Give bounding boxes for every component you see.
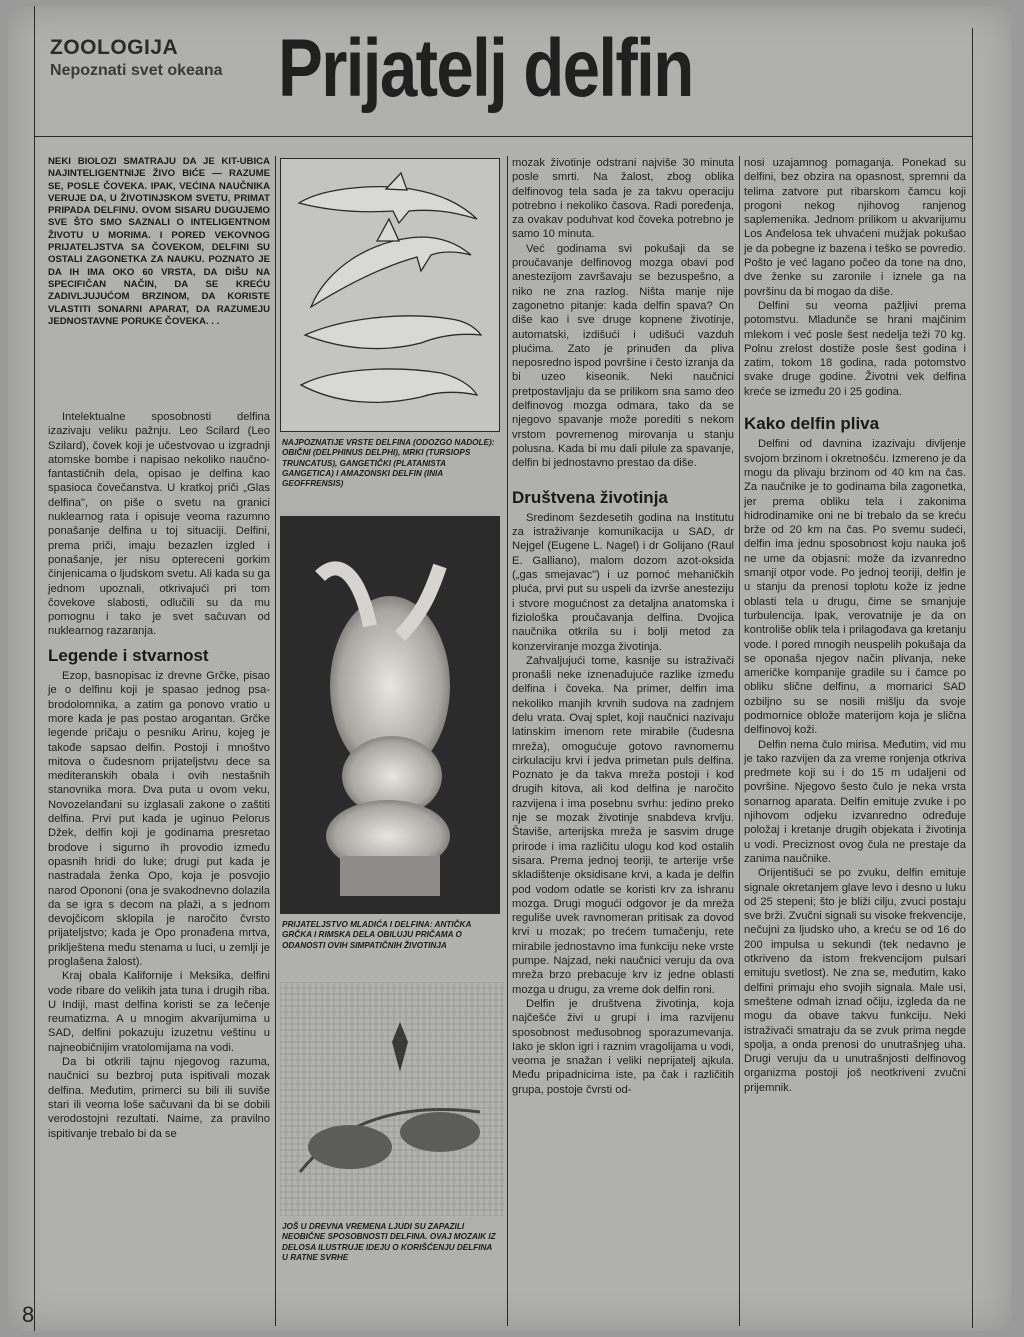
- delos-mosaic-photo: [280, 982, 504, 1216]
- paragraph: mozak životinje odstrani najviše 30 minuta posle smrti. Na žalost, zbog oblika delfinovog tela sada je za takvu operaciju potrebno i nekoliko časova. Radi poređenja, za ovakav poduhvat kod čoveka potrebno je samo 10 minuta.: [512, 157, 734, 241]
- subheading: Legende i stvarnost: [48, 645, 209, 665]
- paragraph: Da bi otkrili tajnu njegovog razuma, naučnici su bezbroj puta ispitivali mozak delfina. Međutim, primerci su bili ili suviše stari ili veoma loše sačuvani da bi se dobili verodostojni rezultati. Naime, za pravilno ispitivanje trebalo bi da se: [48, 1056, 270, 1140]
- section-subtitle: Nepoznati svet okeana: [50, 62, 223, 79]
- boy-and-dolphin-statue: [280, 516, 500, 914]
- paragraph: Delfini od davnina izazivaju divljenje svojom brzinom i okretnošću. Izmereno je da mogu da plivaju brzinom od 40 km na čas. Za naučnike je to godinama bila zagonetka, jer prema obliku tela i zakonima hidrodinamike oni ne bi trebalo da se kreću brže od 20 km na čas. Po svemu sudeći, delfin ima jednu sposobnost koju nauka još ne ume da objasni: može da izvanredno smanji otpor vode. Po jednoj teoriji, delfin je u stanju da prenosi toplotu kože iz jedne oblasti tela u drugu, čime se smanjuje turbulencija. Ipak, verovatnije je da on kontroliše oblik tela i prilagođava ga kretanju vode. I pored mnogih neuspelih pokušaja da se oponaša njegov način plivanja, neke američke kompanije gradile su i čamce po obliku slične delfinu, a mornarici SAD ozbiljno su se nosili mišlju da svoje podmornice oblože materijom koja je slična delfinovoj koži.: [744, 438, 966, 737]
- article-lead: NEKI BIOLOZI SMATRAJU DA JE KIT-UBICA NAJINTELIGENTNIJE ŽIVO BIĆE — RAZUME SE, POSLE ČOVEKA. IPAK, VEĆINA NAUČNIKA VERUJE DA, U ŽIVOTINJSKOM SVETU, PRIMAT PRIPADA DELFINU. OVOM SISARU DUGUJEMO SVE ŠTO SMO SAZNALI O INTELIGENTNOM ŽIVOTU U MORIMA. I PORED VEKOVNOG PRIJATELJSTVA SA ČOVEKOM, DELFINI SU OSTALI ZAGONETKA ZA NAUKU. POZNATO JE DA IH IMA OKO 60 VRSTA, DA DIŠU NA SPECIFIČAN NAČIN, DA SE KREĆU ZADIVLJUJUĆOM BRZINOM, DA KORISTE VLASTITI SONARNI APARAT, DA RAZUMEJU JEDNOSTAVNE PORUKE ČOVEKA. . .: [48, 156, 270, 327]
- column-1: [48, 410, 270, 1141]
- common-dolphin: [299, 187, 477, 223]
- margin-rule: [972, 28, 973, 1328]
- article-title: Prijatelj delfin: [278, 23, 693, 114]
- header-rule: [34, 136, 972, 137]
- amazon-dolphin: [301, 369, 477, 402]
- caption-species: NAJPOZNATIJE VRSTE DELFINA (ODOZGO NADOLE): OBIČNI (DELPHINUS DELPHI), MRKI (TURSIOPS TRUNCATUS), GANGETIČKI (PLATANISTA GANGETICA) I AMAZONSKI DELFIN (INIA GEOFFRENSIS): [282, 438, 495, 489]
- caption-statue: PRIJATELJSTVO MLADIĆA I DELFINA: ANTIČKA GRČKA I RIMSKA DELA OBILUJU PRIČAMA O ODANOSTI OVIH SIMPATIČNIH ŽIVOTINJA: [282, 920, 472, 950]
- statue-photo: [280, 516, 500, 914]
- paragraph: nosi uzajamnog pomaganja. Ponekad su delfini, bez obzira na opasnost, spremni da telima zatvore put ribarskom čamcu koji progoni nekog njihovog ranjenog saplemenika. Jednom prilikom u akvarijumu Los Anđelosa tek uhvaćeni mužjak pokušao je da pobegne iz bazena i teško se povredio. Pošto je već lagano počeo da tone na dno, dve ženke su zaronile i iznele ga na površinu da bi mogao da diše.: [744, 157, 966, 298]
- paragraph: Već godinama svi pokušaji da se proučavanje delfinovog mozga obavi pod anestezijom završavaju se bezuspešno, a niko ne zna razlog. Ništa manje nije zagonetno pitanje: kada delfin spava? On diše kao i sve druge kopnene životinje, automatski, izdišući i udišući vazduh plućima. Zato je prinuđen da pliva neposredno ispod površine i često izranja da bi uzeo kiseonik. Neki naučnici pretpostavljaju da se prilikom sna samo deo delfinovog mozga odmara, tako da se njegovo spavanje može porediti s nekom vrstom povremenog mirovanja u stanju polusna. Kada bi mu dali pilule za spavanje, delfin bi jednostavno prestao da diše.: [512, 242, 734, 470]
- column-rule: [507, 156, 508, 1326]
- paragraph: Orijentišući se po zvuku, delfin emituje signale okretanjem glave levo i desno u luku od 25 stepeni; što je bliži cilju, zvuci postaju sve brži. Zvučni signali su visoke frekvencije, nečujni za ljudsko uho, a kreću se od 16 do 200 impulsa u sekundi (tek nedavno je otkriveno da istom frekvencijom pulsari emituju svetlost). Ne zna se, međutim, kako delfini primaju eho svojih signala. Male usi, smeštene odmah iznad očiju, izgleda da ne mogu da obave takvu funkciju. Neki istraživači smatraju da se zvuk prima negde spolja, a onda prenosi do unutrašnjeg uha. Drugi veruju da u unutrašnjosti delfinovog organizma postoji još neotkriveni zvučni prijemnik.: [744, 867, 966, 1094]
- dolphin-species-illustration: [280, 158, 500, 432]
- mosaic-dolphin-left: [308, 1125, 392, 1169]
- paragraph: Kraj obala Kalifornije i Meksika, delfini vode ribare do velikih jata tuna i drugih riba. U Indiji, mast delfina koristi se za lečenje reumatizma. A u mnogim akvarijumima u SAD, delfini pokazuju izuzetnu veštinu u najneobičnijim vratolomijama na vodi.: [48, 970, 270, 1054]
- paragraph: Zahvaljujući tome, kasnije su istraživači pronašli neke iznenađujuće razlike između delfina i čoveka. Na primer, delfin ima nekoliko manjih krvnih sudova na zadnjem delu vrata. Ovaj splet, koji naučnici nazivaju latinskim imenom rete mirabile (čudesna mreža), omogućuje gotovo ravnomernu cirkulaciju krvi i jedva primetan puls delfina. Poznato je da takva mreža postoji i kod drugih kitova, ali kod delfina je naročito razvijena i ima posebnu svrhu: jedino preko nje se mozak životinje snabdeva krvlju. Štaviše, arterijska mreža je sasvim druge prirode i ima različitu ulogu kod kod ostalih sisara. Prema jednoj teoriji, te arterije vrše skladištenje oksidisane krvi, a kada je delfin pod vodom odatle se koristi krv za ishranu mozga. Drugi mogući odgovor je da mreža reguliše uvek ravnomeran pritisak za dovod krvi u mozak; po trećem tumačenju, rete mirabile jednostavno ima funkciju neke vrste pumpe. Najzad, neki naučnici veruju da ova mreža brzo prebacuje krv iz jedne oblasti mozga u drugu, za vreme dok delfin roni.: [512, 654, 734, 996]
- subheading: Društvena životinja: [512, 487, 668, 507]
- magazine-page: [8, 6, 1012, 1331]
- paragraph: Delfin je društvena životinja, koja najčešće živi u grupi i ima razvijenu sposobnost međusobnog sporazumevanja. Iako je sklon igri i raznim vragolijama u vodi, veoma je snažan i veliki neprijatelj ajkula. Među pripadnicima iste, pa čak i različitih grupa, postoje čvrsti od-: [512, 997, 734, 1096]
- margin-rule: [34, 6, 35, 1331]
- paragraph: Sredinom šezdesetih godina na Institutu za istraživanje komunikacija u SAD, dr Nejgel (Eugene L. Nagel) i dr Golijano (Raul E. Galliano), malom dozom azot-oksida („gas smejavac") i uz pomoć mehaničkih pluća, prvi put su uspeli da izvrše anesteziju i stvore mogućnost za detaljna anatomska i fiziološka proučavanja delfina. Dvojica naučnika otkrila su i bolji metod za konzerviranje mozga životinja.: [512, 511, 734, 653]
- ganges-dolphin: [305, 316, 481, 349]
- column-rule: [739, 156, 740, 1326]
- paragraph: Delfin nema čulo mirisa. Međutim, vid mu je tako razvijen da za vreme ronjenja otkriva predmete koji su i do 15 m udaljeni od površine. Njegovo šesto čulo je neka vrsta sonarnog aparata. Delfin emituje zvuke i po njihovom odjeku izvanredno određuje položaj i kretanje drugih objekata i životinja u vodi. Preciznost ovog čula ne prestaje da zanima naučnike.: [744, 738, 966, 865]
- page-number: 8: [22, 1302, 35, 1327]
- column-3: [512, 156, 734, 1097]
- dolphin-drawings: [281, 159, 499, 431]
- column-rule: [275, 156, 276, 1326]
- paragraph: Delfini su veoma pažljivi prema potomstvu. Mladunče se hrani majčinim mlekom i već posle šest nedelja teži 70 kg. Polnu zrelost dostiže posle šest godina i zatim, tokom 18 godina, rada potomstvo svake druge godine. Životni vek delfina kreće se između 20 i 25 godina.: [744, 299, 966, 398]
- caption-mosaic: JOŠ U DREVNA VREMENA LJUDI SU ZAPAZILI NEOBIČNE SPOSOBNOSTI DELFINA. OVAJ MOZAIK IZ DELOSA ILUSTRUJE IDEJU O KORIŠĆENJU DELFINA U RATNE SVRHE: [282, 1222, 496, 1262]
- mosaic-dolphins: [280, 982, 504, 1216]
- mosaic-dolphin-right: [400, 1112, 480, 1152]
- column-4: [744, 156, 966, 1095]
- paragraph: Ezop, basnopisac iz drevne Grčke, pisao je o delfinu koji je spasao jednog psa-brodolomnika, a zatim ga ponovo vratio u more kada je pas postao arogantan. Grčke legende pričaju o pesniku Arinu, kojeg je takođe sapsao delfin. Postoji i mnoštvo mitova o čudesnom prijateljstvu dece sa mediteranskih obala i ovih nestašnih stanovnika mora. Dva puta u ovom veku, Novozelanđani su izglasali zakone o zaštiti delfina. Prvi put kada je uginuo Pelorus Džek, delfin koji je godinama presretao brodove i sigurno ih provodio između opasnih hridi do luke; drugi put kada je nastradala ženka Opo, koja je posvojio narod Opononi (ona je svakodnevno dolazila da se igra s decom na plaži, a s jednom devojčicom sklopila je naročito čvrsto prijateljstvo; kada je Opo pronađena mrtva, priklještena među stenama u luci, u zemlji je proglašena žalost).: [48, 670, 270, 968]
- section-label: ZOOLOGIJA: [50, 36, 179, 59]
- bottlenose-dolphin: [311, 237, 471, 307]
- subheading: Kako delfin pliva: [744, 414, 880, 434]
- paragraph: Intelektualne sposobnosti delfina izazivaju veliku pažnju. Leo Scilard (Leo Szilard), čovek koji je učestvovao u izgradnji atomske bombe i napisao nekoliko naučno-fantastičnih dela, opisao je delfina kao spasioca čovečanstva. U kratkoj priči „Glas delfina", on piše o svetu na granici nuklearnog rata i opisuje veoma razumno ponašanje delfina u toj situaciji. Delfini, prema priči, imaju bezazlen izgled i ponašanje, jer nisu optereceni gorkim činjenicama o ljudskom svetu. Ali kada su ga jednom upoznali, otkrivajući pri tom čovekove slabosti, odlučili su da mu pomognu i tako je svet sačuvan od nuklearnog razaranja.: [48, 411, 270, 638]
